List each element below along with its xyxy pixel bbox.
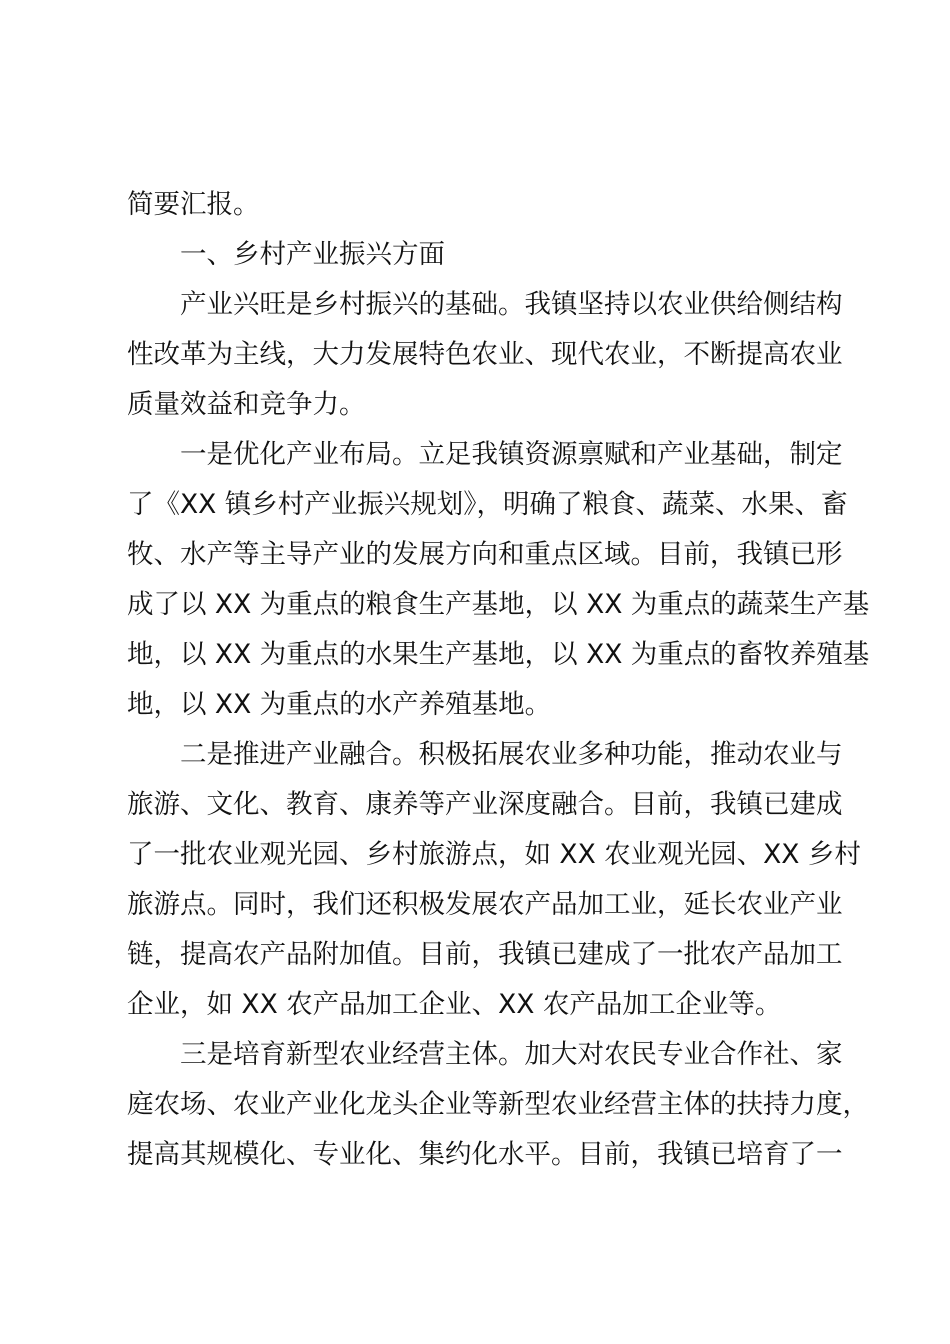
text-line: 一是优化产业布局。立足我镇资源禀赋和产业基础，制定 bbox=[180, 439, 843, 470]
text-line: 三是培育新型农业经营主体。加大对农民专业合作社、家 bbox=[180, 1039, 843, 1070]
text-line: 性改革为主线，大力发展特色农业、现代农业，不断提高农业 bbox=[127, 339, 843, 370]
text-line: 一、乡村产业振兴方面 bbox=[180, 239, 445, 270]
text-line: 提高其规模化、专业化、集约化水平。目前，我镇已培育了一 bbox=[127, 1139, 843, 1170]
text-line: 庭农场、农业产业化龙头企业等新型农业经营主体的扶持力度， bbox=[127, 1089, 869, 1120]
text-line: 牧、水产等主导产业的发展方向和重点区域。目前，我镇已形 bbox=[127, 539, 843, 570]
text-line: 地，以 XX 为重点的水果生产基地，以 XX 为重点的畜牧养殖基 bbox=[127, 639, 870, 670]
text-line: 简要汇报。 bbox=[127, 189, 260, 220]
text-line: 地，以 XX 为重点的水产养殖基地。 bbox=[127, 689, 552, 720]
text-line: 成了以 XX 为重点的粮食生产基地，以 XX 为重点的蔬菜生产基 bbox=[127, 589, 870, 620]
text-line: 质量效益和竞争力。 bbox=[127, 389, 366, 420]
text-line: 企业，如 XX 农产品加工企业、XX 农产品加工企业等。 bbox=[127, 989, 782, 1020]
text-line: 旅游点。同时，我们还积极发展农产品加工业，延长农业产业 bbox=[127, 889, 843, 920]
text-line: 旅游、文化、教育、康养等产业深度融合。目前，我镇已建成 bbox=[127, 789, 843, 820]
text-line: 产业兴旺是乡村振兴的基础。我镇坚持以农业供给侧结构 bbox=[180, 289, 843, 320]
text-line: 链，提高农产品附加值。目前，我镇已建成了一批农产品加工 bbox=[127, 939, 843, 970]
text-line: 了一批农业观光园、乡村旅游点，如 XX 农业观光园、XX 乡村 bbox=[127, 839, 861, 870]
text-line: 了《XX 镇乡村产业振兴规划》，明确了粮食、蔬菜、水果、畜 bbox=[127, 489, 848, 520]
text-line: 二是推进产业融合。积极拓展农业多种功能，推动农业与 bbox=[180, 739, 843, 770]
document-body bbox=[127, 180, 870, 1180]
